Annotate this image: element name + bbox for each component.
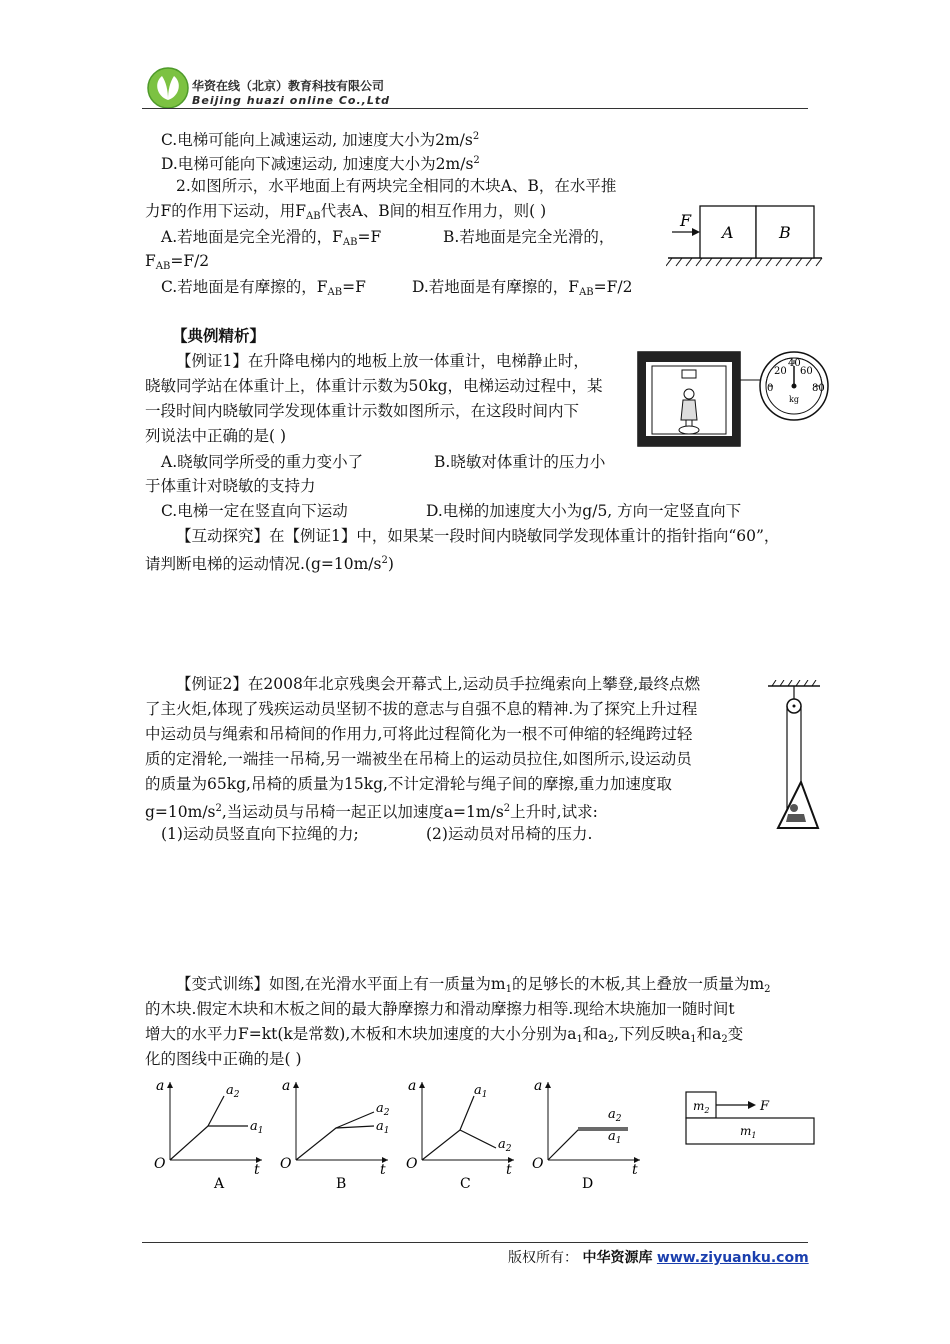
footer-copyright: 版权所有： (508, 1250, 578, 1266)
graph-d-option-label: D (582, 1176, 594, 1192)
person-body (681, 400, 697, 420)
q2-stem-line1: 2.如图所示，水平地面上有两块完全相同的木块A、B，在水平推 (176, 177, 617, 195)
graph-a-line-a2 (208, 1096, 224, 1126)
ex1-option-b-cont: 于体重计对晓敏的支持力 (145, 477, 316, 495)
person-head (684, 389, 694, 399)
graph-a-curve1-label: $a_2$ (226, 1083, 240, 1100)
force-arrow-icon (748, 1101, 756, 1109)
graph-b (280, 1078, 390, 1192)
graph-b-x-label: t (380, 1162, 386, 1178)
graph-a (154, 1078, 264, 1192)
graph-d (532, 1078, 640, 1192)
graph-c-origin: O (406, 1156, 418, 1172)
company-logo (146, 66, 190, 110)
ex1-option-b: B.晓敏对体重计的压力小 (434, 453, 606, 471)
q2-option-d: D.若地面是有摩擦的，$F_{AB}=F/2$ (412, 278, 633, 298)
graph-d-y-label: a (534, 1078, 543, 1094)
dial-tick-40: 40 (788, 358, 801, 369)
ex1-option-a: A.晓敏同学所受的重力变小了 (161, 453, 364, 471)
force-label: F (680, 211, 692, 230)
graph-b-origin: O (280, 1156, 292, 1172)
graph-c-curve1-label: $a_1$ (474, 1083, 488, 1100)
block-a-label: A (722, 223, 734, 242)
board-label: $m_1$ (740, 1124, 757, 1140)
ex1-option-d: D.电梯的加速度大小为g/5, 方向一定竖直向下 (426, 502, 742, 520)
q2-option-a: A.若地面是完全光滑的，$F_{AB}=F$ (161, 228, 382, 248)
graph-b-line-a1 (296, 1126, 374, 1160)
pulley-figure (764, 680, 824, 830)
footer-url-link[interactable]: www.ziyuanku.com (656, 1250, 809, 1266)
graph-b-curve2-label: $a_1$ (376, 1119, 390, 1136)
dial-tick-20: 20 (774, 366, 787, 377)
variant-line3: 增大的水平力F=kt(k是常数),木板和木块加速度的大小分别为$a_1$和$a_2$,下列反映$a_1$和$a_2$变 (145, 1025, 744, 1045)
ex1-line4: 列说法中正确的是( ) (145, 427, 287, 445)
graph-d-curve1-label: $a_2$ (608, 1107, 622, 1124)
graph-c-option-label: C (460, 1176, 471, 1192)
graph-a-x-label: t (254, 1162, 260, 1178)
ex2-question-2: (2)运动员对吊椅的压力. (426, 825, 593, 843)
footer-rule (142, 1242, 808, 1243)
ex2-line1: 【例证2】在2008年北京残奥会开幕式上,运动员手拉绳索向上攀登,最终点燃 (176, 675, 701, 693)
force-arrow-icon (692, 228, 700, 236)
ex1-line2: 晓敏同学站在体重计上，体重计示数为50kg，电梯运动过程中，某 (145, 377, 603, 395)
q2-option-c: C.若地面是有摩擦的，$F_{AB}=F$ (161, 278, 366, 298)
graph-a-line-a1 (170, 1126, 248, 1160)
dial-unit: kg (789, 395, 799, 404)
company-name-cn: 华资在线（北京）教育科技有限公司 (192, 79, 385, 93)
ex2-question-1: (1)运动员竖直向下拉绳的力; (161, 825, 359, 843)
ex2-line4: 质的定滑轮,一端挂一吊椅,另一端被坐在吊椅上的运动员拉住,如图所示,设运动员 (145, 750, 692, 768)
ex1-line1: 【例证1】在升降电梯内的地板上放一体重计，电梯静止时， (176, 352, 589, 370)
graph-b-option-label: B (336, 1176, 347, 1192)
q2-stem-line2: 力F的作用下运动，用$F_{AB}$代表A、B间的相互作用力，则( ) (145, 202, 547, 222)
explore-line2: 请判断电梯的运动情况$.(g=10m/s^2)$ (145, 555, 394, 573)
small-block-label: $m_2$ (693, 1099, 710, 1115)
board-figure (680, 1086, 840, 1154)
section-title: 【典例精析】 (172, 326, 266, 345)
graph-c-line-a2 (460, 1130, 496, 1148)
footer (508, 1247, 809, 1267)
dial-tick-0: 0 (767, 383, 774, 394)
force-label: F (760, 1099, 770, 1114)
graph-d-origin: O (532, 1156, 544, 1172)
q1-option-d: D.电梯可能向下减速运动, 加速度大小为$2m/s^2$ (161, 155, 480, 173)
q2-option-b-tail: $F_{AB}=F/2$ (145, 252, 210, 272)
ex2-line3: 中运动员与绳索和吊椅间的作用力,可将此过程简化为一根不可伸缩的轻绳跨过轻 (145, 725, 693, 743)
graph-c-line-a1 (422, 1096, 474, 1160)
graph-a-origin: O (154, 1156, 166, 1172)
graph-b-y-label: a (282, 1078, 291, 1094)
ex2-line5: 的质量为65kg,吊椅的质量为15kg,不计定滑轮与绳子间的摩擦,重力加速度取 (145, 775, 672, 793)
dial-tick-80: 80 (812, 383, 825, 394)
variant-line4: 化的图线中正确的是( ) (145, 1050, 302, 1068)
graph-a-option-label: A (214, 1176, 225, 1192)
block-b-label: B (779, 223, 791, 242)
elevator-ceiling (638, 352, 740, 362)
ex1-line3: 一段时间内晓敏同学发现体重计示数如图所示，在这段时间内下 (145, 402, 580, 420)
company-name-en: Beijing huazi online Co.,Ltd (192, 94, 390, 107)
graph-d-x-label: t (632, 1162, 638, 1178)
scale-platform (679, 426, 699, 434)
elevator-floor (638, 436, 740, 446)
graph-c-y-label: a (408, 1078, 417, 1094)
header-rule (142, 108, 808, 109)
blocks-figure (666, 200, 826, 270)
ex2-line6: $g=10m/s^2$,当运动员与吊椅一起正以加速度$a=1m/s^2$上升时,试求: (145, 803, 598, 821)
graph-d-curve2-label: $a_1$ (608, 1129, 622, 1146)
graph-b-curve1-label: $a_2$ (376, 1101, 390, 1118)
variant-line2: 的木块.假定木块和木板之间的最大静摩擦力和滑动摩擦力相等.现给木块施加一随时间t (145, 1000, 735, 1018)
footer-brand: 中华资源库 (582, 1250, 653, 1266)
elevator-figure (636, 350, 832, 450)
ex1-option-c: C.电梯一定在竖直向下运动 (161, 502, 348, 520)
graph-b-line-a2 (336, 1112, 374, 1128)
graph-c-x-label: t (506, 1162, 512, 1178)
graphs-row (150, 1076, 660, 1196)
graph-c (406, 1078, 514, 1192)
explore-line1: 【互动探究】在【例证1】中，如果某一段时间内晓敏同学发现体重计的指针指向“60”， (176, 527, 780, 545)
q2-option-b: B.若地面是完全光滑的， (443, 228, 615, 246)
ex2-line2: 了主火炬,体现了残疾运动员坚韧不拔的意志与自强不息的精神.为了探究上升过程 (145, 700, 698, 718)
variant-line1: 【变式训练】如图,在光滑水平面上有一质量为$m_1$的足够长的木板,其上叠放一质量为$m_2$ (176, 975, 771, 995)
graph-a-y-label: a (156, 1078, 165, 1094)
q1-option-c: C.电梯可能向上减速运动, 加速度大小为$2m/s^2$ (161, 131, 480, 149)
graph-c-curve2-label: $a_2$ (498, 1137, 512, 1154)
dial-tick-60: 60 (800, 366, 813, 377)
graph-a-curve2-label: $a_1$ (250, 1119, 264, 1136)
